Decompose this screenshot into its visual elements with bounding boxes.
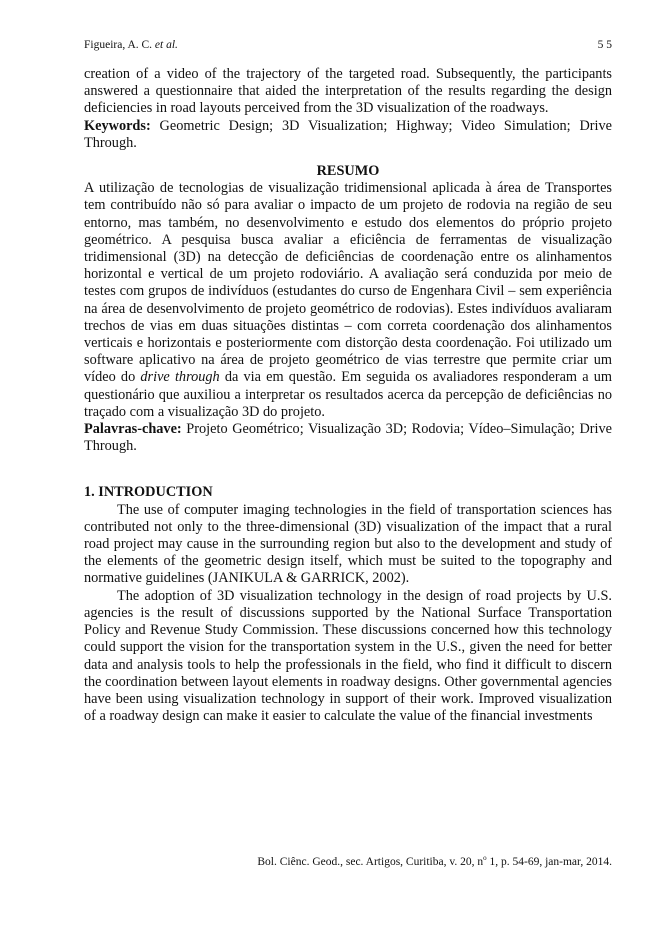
resumo-text (84, 180, 612, 421)
resumo-heading: RESUMO (316, 163, 380, 180)
introduction-paragraph-2: The adoption of 3D visualization technology in the design of road projects by U.S. agencies is the result of discussions supported by the National Surface Transportation Policy and Revenue Study Commission. These discussions concerned how this technology could support the vision for the transportation system in the U.S., given the need for better data and analysis tools to help the professionals in the field, who find it difficult to discern the coordination between layout elements in roadway designs. Other governmental agencies have been using visualization technology in support of their work. Improved visualization of a roadway design can make it easier to calculate the value of the financial investments (84, 587, 612, 725)
page-number: 5 5 (597, 39, 612, 51)
keywords-list: Geometric Design; 3D Visualization; Highway; Video Simulation; Drive Through. (84, 117, 613, 151)
running-head (84, 38, 612, 52)
palavras-chave-list: Projeto Geométrico; Visualização 3D; Rodovia; Vídeo–Simulação; Drive Through. (84, 421, 613, 455)
footer-citation-sup: o (483, 854, 487, 863)
resumo-italic-term: drive through (140, 369, 220, 386)
palavras-chave-label: Palavras-chave: (84, 421, 182, 438)
footer-citation-end: 1, p. 54-69, jan-mar, 2014. (486, 856, 612, 868)
introduction-heading: 1. INTRODUCTION (84, 484, 213, 501)
footer-citation (257, 855, 612, 869)
abstract-keywords (84, 118, 612, 152)
running-head-author (84, 38, 178, 52)
resumo-text-part-2: da via em questão. Em seguida os avaliadores responderam a um questionário que auxiliou a interpretar os resultados acerca da percepção de deficiências no traçado com a visualização 3D do projeto. (84, 369, 613, 420)
paper-page (84, 38, 612, 725)
keywords-label: Keywords: (84, 117, 151, 134)
abstract-continuation: creation of a video of the trajectory of the targeted road. Subsequently, the participants answered a questionnaire that aided the interpretation of the results regarding the design deficiencies in road layouts perceived from the 3D visualization of the roadways. (84, 66, 612, 117)
resumo-text-part-1: A utilização de tecnologias de visualização tridimensional aplicada à área de Transportes tem contribuído não só para avaliar o impacto de um projeto de rodovia na região de seu entorno, mas também, no desenvolvimento e estudo dos elementos do próprio projeto geométrico. A pesquisa busca avaliar a eficiência de ferramentas de visualização tridimensional (3D) na detecção de deficiências de coordenação entre os alinhamentos horizontal e vertical de um projeto rodoviário. A avaliação será conduzida por meio de testes com grupos de indivíduos (estudantes do curso de Engenhara Civil – sem experiência na área de desenvolvimento de projeto geométrico de rodovias). Estes indivíduos avaliaram trechos de vias em duas situações distintas – com correta coordenação dos alinhamentos verticais e horizontais e posteriormente com distorção desta coordenação. Foi utilizado um software aplicativo na área de projeto geométrico de vias terrestre que permite criar um vídeo do (84, 180, 612, 386)
footer-citation-main: Bol. Ciênc. Geod., sec. Artigos, Curitiba, v. 20, n (257, 856, 484, 868)
resumo-keywords (84, 421, 612, 455)
introduction-paragraph-1: The use of computer imaging technologies in the field of transportation sciences has contributed not only to the three-dimensional (3D) visualization of the impact that a rural road project may cause in the surrounding region but also to the development and study of the elements of the geometric design itself, which must be suited to the topography and normative guidelines (JANIKULA & GARRICK, 2002). (84, 501, 612, 587)
author-name: Figueira, A. C. (84, 39, 153, 51)
author-etal: et al. (154, 39, 178, 51)
